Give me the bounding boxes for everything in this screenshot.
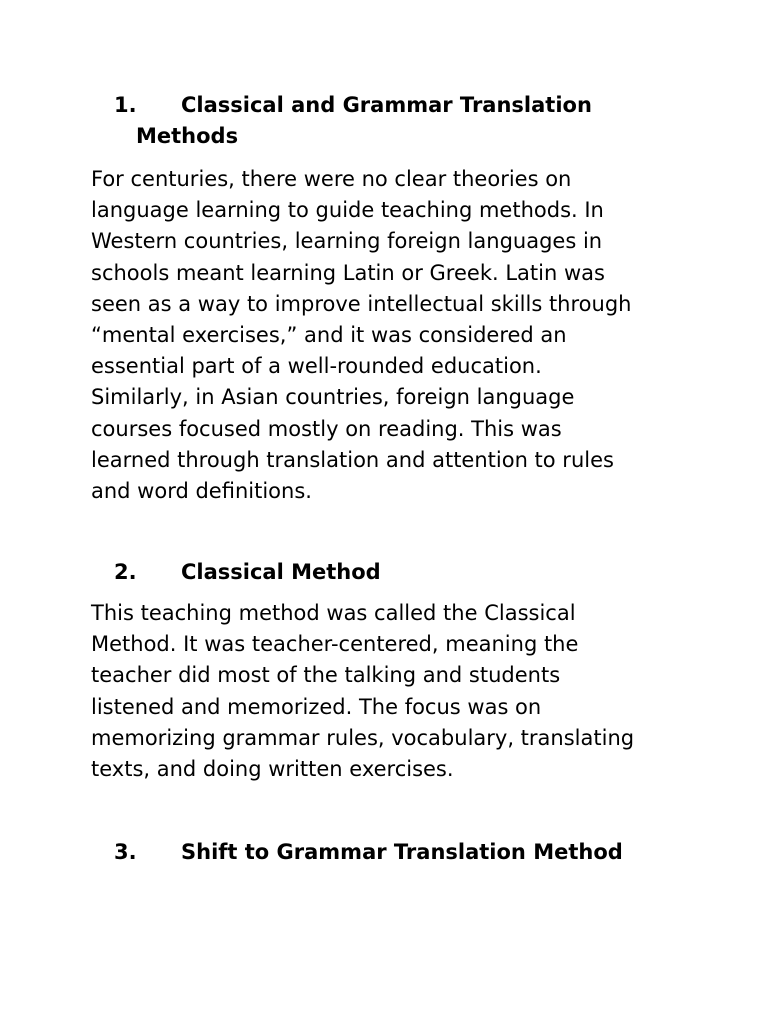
section-3-number: 3. (114, 840, 137, 864)
paragraph-line: This teaching method was called the Classical (91, 601, 576, 625)
section-3-title: Shift to Grammar Translation Method (181, 840, 623, 864)
paragraph-line: memorizing grammar rules, vocabulary, translating (91, 725, 635, 750)
section-1-heading (114, 90, 674, 152)
paragraph-line: schools meant learning Latin or Greek. Latin was (91, 260, 605, 285)
paragraph-line: For centuries, there were no clear theories on (91, 167, 572, 191)
paragraph-line: listened and memorized. The focus was on (91, 694, 542, 719)
paragraph-line: seen as a way to improve intellectual skills through (91, 291, 632, 316)
paragraph-line: courses focused mostly on reading. This was (91, 416, 562, 441)
paragraph-line: teacher did most of the talking and students (91, 663, 561, 688)
section-1-title-line-2: Methods (136, 124, 239, 148)
paragraph-line: Western countries, learning foreign languages in (91, 229, 603, 254)
paragraph-line: and word definitions. (91, 479, 312, 504)
section-2-paragraph (91, 598, 691, 785)
paragraph-line: texts, and doing written exercises. (91, 757, 454, 782)
section-2-number: 2. (114, 560, 137, 584)
section-2-title: Classical Method (181, 560, 381, 584)
section-1-number: 1. (114, 93, 137, 117)
section-1-paragraph (91, 164, 691, 507)
section-3-heading (114, 837, 674, 868)
paragraph-line: essential part of a well-rounded education. (91, 354, 542, 379)
section-2-heading (114, 557, 674, 588)
paragraph-line: Method. It was teacher-centered, meaning the (91, 632, 579, 657)
paragraph-line: learned through translation and attention to rules (91, 447, 614, 472)
paragraph-line: language learning to guide teaching methods. In (91, 198, 604, 223)
section-1-title-line-1: Classical and Grammar Translation (181, 93, 592, 117)
paragraph-line: “mental exercises,” and it was considered an (91, 323, 567, 348)
paragraph-line: Similarly, in Asian countries, foreign language (91, 385, 575, 410)
